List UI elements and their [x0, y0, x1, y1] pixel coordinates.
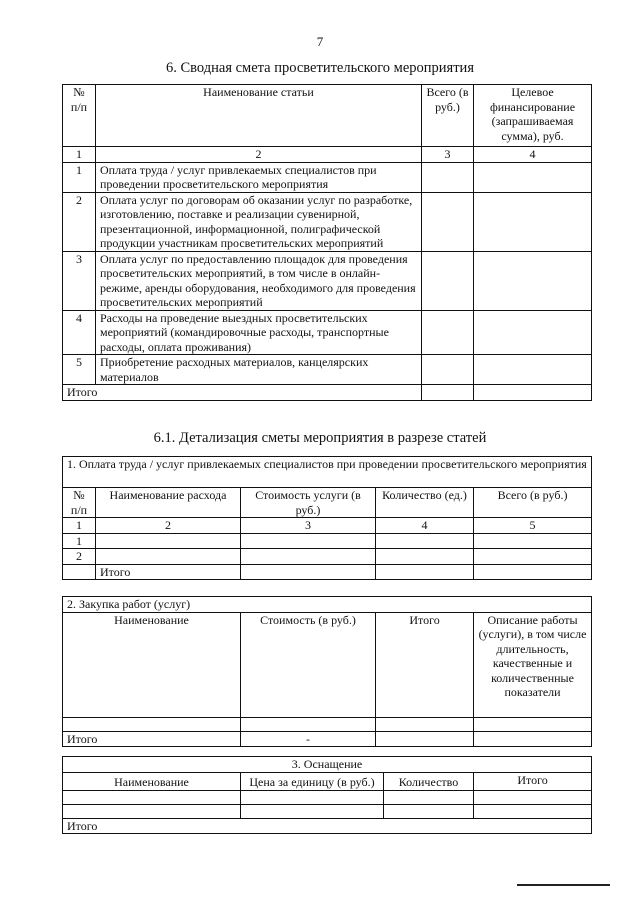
- heading-row: [63, 597, 592, 613]
- signature-line: [517, 884, 610, 886]
- empty-cell[interactable]: [241, 717, 376, 731]
- staff-payment-table: [62, 456, 592, 580]
- row-text: Расходы на проведение выездных просветительских мероприятий (командировочные расходы, транспортные расходы, оплата проживания): [96, 310, 422, 355]
- page-number: 7: [316, 34, 324, 49]
- target-cell[interactable]: [474, 385, 592, 401]
- table-row: [63, 717, 592, 731]
- col-header-cost: Стоимость (в руб.): [241, 612, 376, 717]
- empty-cell[interactable]: [384, 804, 474, 818]
- row-text: Приобретение расходных материалов, канцелярских материалов: [96, 355, 422, 385]
- target-cell[interactable]: [474, 310, 592, 355]
- heading-row: [63, 457, 592, 488]
- col-header-num: № п/п: [63, 85, 96, 147]
- table-heading: 3. Оснащение: [63, 757, 592, 773]
- table-row: [63, 192, 592, 251]
- target-cell[interactable]: [474, 192, 592, 251]
- col-header-target: Целевое финансирование (запрашиваемая сумма), руб.: [474, 85, 592, 147]
- total-label: Итого: [63, 385, 422, 401]
- target-cell[interactable]: [474, 162, 592, 192]
- total-cell[interactable]: [422, 162, 474, 192]
- table-row: [63, 251, 592, 310]
- table-row: [63, 355, 592, 385]
- index-cell: 2: [96, 518, 241, 534]
- total-cell[interactable]: [422, 192, 474, 251]
- total-label: Итого: [63, 818, 592, 834]
- table-heading: 2. Закупка работ (услуг): [63, 597, 592, 613]
- table-row: [63, 804, 592, 818]
- total-mark: -: [241, 731, 376, 747]
- total-cell[interactable]: [422, 355, 474, 385]
- empty-cell[interactable]: [376, 564, 474, 580]
- heading-row: [63, 757, 592, 773]
- col-header-qty: Количество: [384, 772, 474, 790]
- col-header-name: Наименование статьи: [96, 85, 422, 147]
- index-row: [63, 147, 592, 163]
- empty-cell[interactable]: [376, 717, 474, 731]
- total-row: [63, 731, 592, 747]
- empty-cell[interactable]: [376, 731, 474, 747]
- section-6-title: 6. Сводная смета просветительского мероприятия: [166, 60, 474, 76]
- empty-cell[interactable]: [63, 804, 241, 818]
- index-cell: 1: [63, 147, 96, 163]
- col-header-name: Наименование расхода: [96, 488, 241, 518]
- empty-cell[interactable]: [241, 790, 384, 804]
- col-header-num: № п/п: [63, 488, 96, 518]
- table-row: [63, 533, 592, 549]
- row-number: 1: [63, 533, 96, 549]
- index-cell: 4: [474, 147, 592, 163]
- empty-cell[interactable]: [96, 549, 241, 565]
- index-cell: 1: [63, 518, 96, 534]
- index-cell: 4: [376, 518, 474, 534]
- header-row: [63, 772, 592, 790]
- col-header-name: Наименование: [63, 772, 241, 790]
- col-header-qty: Количество (ед.): [376, 488, 474, 518]
- total-cell[interactable]: [422, 310, 474, 355]
- index-cell: 3: [422, 147, 474, 163]
- empty-cell[interactable]: [474, 549, 592, 565]
- total-cell[interactable]: [422, 251, 474, 310]
- header-row: [63, 85, 592, 147]
- empty-cell: [63, 564, 96, 580]
- summary-estimate-table: [62, 84, 592, 401]
- empty-cell[interactable]: [241, 804, 384, 818]
- row-text: Оплата услуг по договорам об оказании услуг по разработке, изготовлению, поставке и реализации сувенирной, презентационной, информационной, полиграфической продукции участникам просветительских мероприятий: [96, 192, 422, 251]
- index-cell: 2: [96, 147, 422, 163]
- empty-cell[interactable]: [474, 717, 592, 731]
- empty-cell[interactable]: [474, 564, 592, 580]
- target-cell[interactable]: [474, 355, 592, 385]
- row-number: 1: [63, 162, 96, 192]
- total-cell[interactable]: [422, 385, 474, 401]
- empty-cell[interactable]: [376, 533, 474, 549]
- empty-cell[interactable]: [376, 549, 474, 565]
- table-row: [63, 310, 592, 355]
- col-header-total: Всего (в руб.): [474, 488, 592, 518]
- empty-cell[interactable]: [241, 549, 376, 565]
- header-row: [63, 488, 592, 518]
- col-header-total: Всего (в руб.): [422, 85, 474, 147]
- empty-cell[interactable]: [241, 564, 376, 580]
- empty-cell[interactable]: [474, 533, 592, 549]
- col-header-cost: Стоимость услуги (в руб.): [241, 488, 376, 518]
- empty-cell[interactable]: [384, 790, 474, 804]
- total-label: Итого: [96, 564, 241, 580]
- index-cell: 5: [474, 518, 592, 534]
- col-header-description: Описание работы (услуги), в том числе длительность, качественные и количественные показатели: [474, 612, 592, 717]
- table-row: [63, 549, 592, 565]
- row-number: 5: [63, 355, 96, 385]
- table-row: [63, 790, 592, 804]
- index-row: [63, 518, 592, 534]
- total-row: [63, 564, 592, 580]
- table-heading: 1. Оплата труда / услуг привлекаемых специалистов при проведении просветительского мероприятия: [63, 457, 592, 488]
- col-header-total: Итого: [376, 612, 474, 717]
- header-row: [63, 612, 592, 717]
- total-label: Итого: [63, 731, 241, 747]
- row-text: Оплата услуг по предоставлению площадок для проведения просветительских мероприятий, в том числе в онлайн-режиме, аренды оборудования, необходимого для проведения просветительских мероприятий: [96, 251, 422, 310]
- empty-cell[interactable]: [474, 790, 592, 804]
- index-cell: 3: [241, 518, 376, 534]
- col-header-total: Итого: [474, 772, 592, 790]
- row-text: Оплата труда / услуг привлекаемых специалистов при проведении просветительского мероприятия: [96, 162, 422, 192]
- empty-cell[interactable]: [241, 533, 376, 549]
- equipment-table: [62, 756, 592, 834]
- table-row: [63, 162, 592, 192]
- row-number: 2: [63, 192, 96, 251]
- total-row: [63, 818, 592, 834]
- empty-cell[interactable]: [474, 804, 592, 818]
- empty-cell[interactable]: [63, 790, 241, 804]
- row-number: 4: [63, 310, 96, 355]
- row-number: 2: [63, 549, 96, 565]
- row-number: 3: [63, 251, 96, 310]
- total-row: [63, 385, 592, 401]
- col-header-name: Наименование: [63, 612, 241, 717]
- empty-cell[interactable]: [474, 731, 592, 747]
- col-header-price: Цена за единицу (в руб.): [241, 772, 384, 790]
- empty-cell[interactable]: [96, 533, 241, 549]
- section-6-1-title: 6.1. Детализация сметы мероприятия в разрезе статей: [153, 430, 487, 446]
- empty-cell[interactable]: [63, 717, 241, 731]
- target-cell[interactable]: [474, 251, 592, 310]
- services-purchase-table: [62, 596, 592, 747]
